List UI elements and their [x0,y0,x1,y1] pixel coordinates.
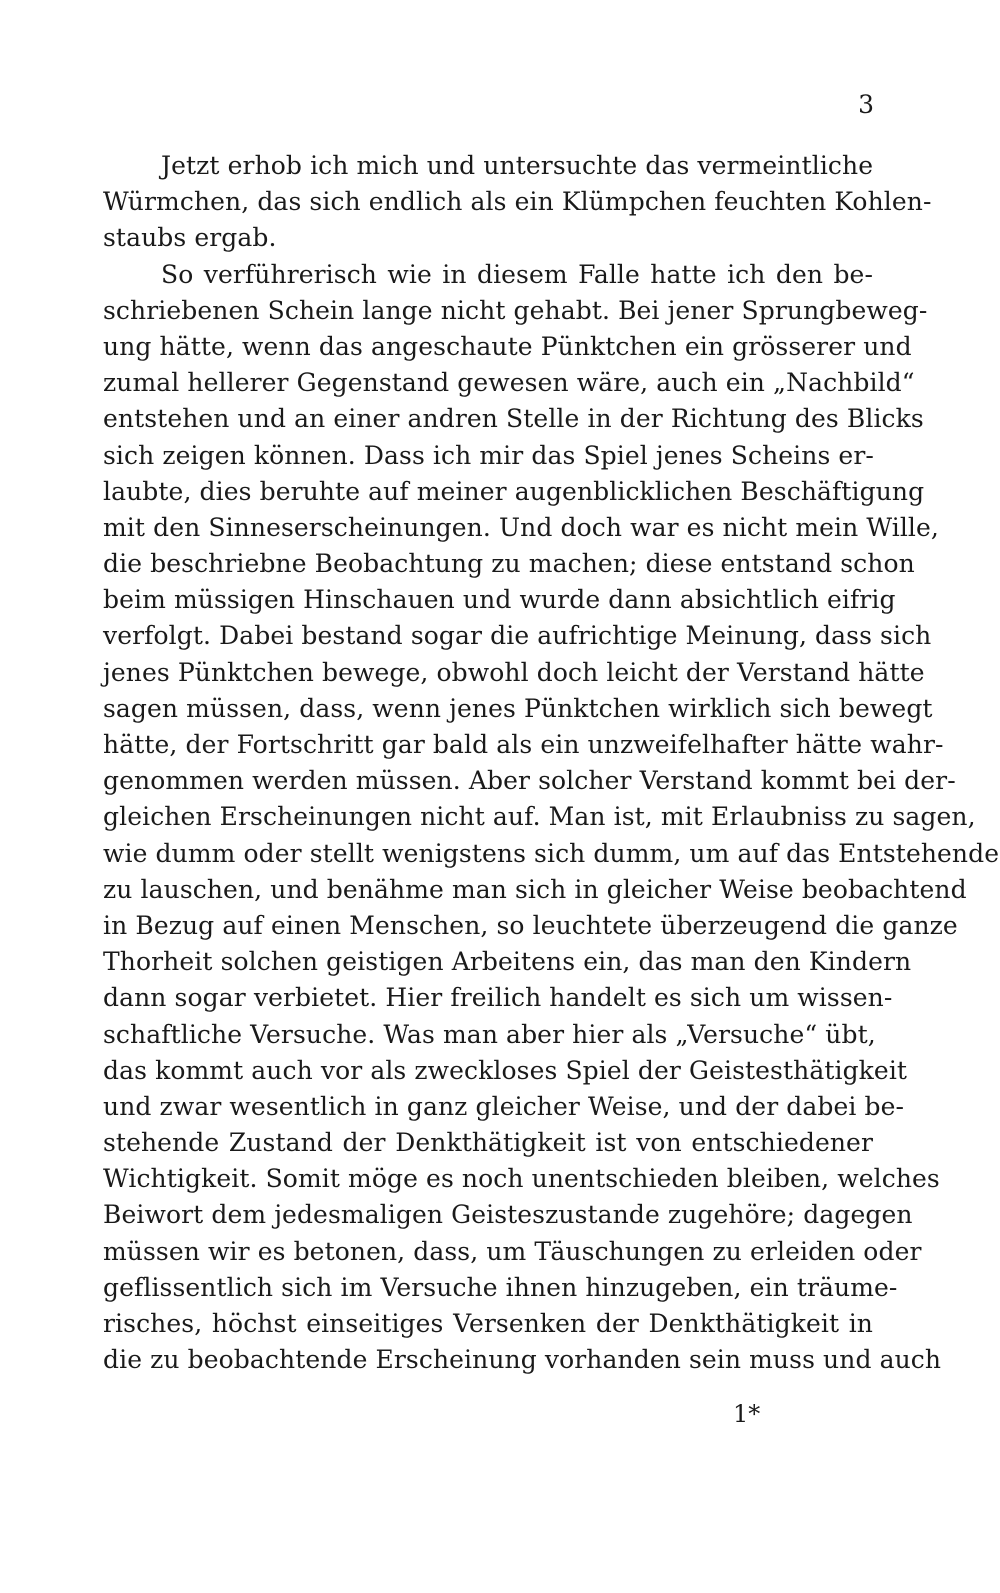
text-line: ung hätte, wenn das angeschaute Pünktchen ein grösserer und [103,331,912,361]
text-line: zu lauschen, und benähme man sich in gleicher Weise beobachtend [103,874,967,904]
text-line: zumal hellerer Gegenstand gewesen wäre, auch ein „Nachbild“ [103,368,915,398]
signature-mark: 1* [733,1400,761,1428]
text-line: risches, höchst einseitiges Versenken der Denkthätigkeit in [103,1309,873,1338]
text-line: und zwar wesentlich in ganz gleicher Weise, und der dabei be- [103,1091,905,1121]
text-line: das kommt auch vor als zweckloses Spiel der Geistesthätigkeit [103,1055,908,1085]
text-line: hätte, der Fortschritt gar bald als ein unzweifelhafter hätte wahr- [103,730,944,759]
text-line: verfolgt. Dabei bestand sogar die aufrichtige Meinung, dass sich [103,621,932,651]
text-line: sagen müssen, dass, wenn jenes Pünktchen wirklich sich bewegt [103,693,933,723]
text-line: genommen werden müssen. Aber solcher Verstand kommt bei der- [103,766,956,796]
text-line: staubs ergab. [103,223,277,253]
text-line: So verführerisch wie in diesem Falle hatte ich den be- [161,259,873,289]
text-line: beim müssigen Hinschauen und wurde dann absichtlich eifrig [103,585,896,615]
text-line: gleichen Erscheinungen nicht auf. Man ist, mit Erlaubniss zu sagen, [103,802,976,832]
text-line: schriebenen Schein lange nicht gehabt. Bei jener Sprungbeweg- [103,295,928,325]
text-line: die zu beobachtende Erscheinung vorhanden sein muss und auch [103,1345,942,1375]
text-line: geflissentlich sich im Versuche ihnen hinzugeben, ein träume- [103,1272,898,1302]
text-line: Beiwort dem jedesmaligen Geisteszustande zugehöre; dagegen [103,1200,913,1230]
text-line: in Bezug auf einen Menschen, so leuchtete überzeugend die ganze [103,910,958,940]
text-line: stehende Zustand der Denkthätigkeit ist von entschiedener [103,1128,873,1158]
text-line: jenes Pünktchen bewege, obwohl doch leicht der Verstand hätte [103,657,925,687]
text-line: Jetzt erhob ich mich und untersuchte das vermeintliche [161,151,874,180]
text-line: mit den Sinneserscheinungen. Und doch war es nicht mein Wille, [103,512,939,542]
text-line: müssen wir es betonen, dass, um Täuschungen zu erleiden oder [103,1236,922,1266]
text-line: entstehen und an einer andren Stelle in der Richtung des Blicks [103,404,924,434]
text-line: laubte, dies beruhte auf meiner augenblicklichen Beschäftigung [103,476,925,506]
page-number: 3 [858,90,874,119]
text-line: wie dumm oder stellt wenigstens sich dumm, um auf das Entstehende [103,838,1000,868]
text-line: Thorheit solchen geistigen Arbeitens ein, das man den Kindern [103,947,912,977]
text-line: dann sogar verbietet. Hier freilich handelt es sich um wissen- [103,983,893,1013]
body-text [103,148,1000,1378]
text-line: die beschriebne Beobachtung zu machen; diese entstand schon [103,549,915,579]
text-line: Wichtigkeit. Somit möge es noch unentschieden bleiben, welches [103,1164,940,1194]
text-line: schaftliche Versuche. Was man aber hier als „Versuche“ übt, [103,1019,876,1049]
text-line: sich zeigen können. Dass ich mir das Spiel jenes Scheins er- [103,440,874,470]
text-line: Würmchen, das sich endlich als ein Klümpchen feuchten Kohlen- [103,187,932,217]
